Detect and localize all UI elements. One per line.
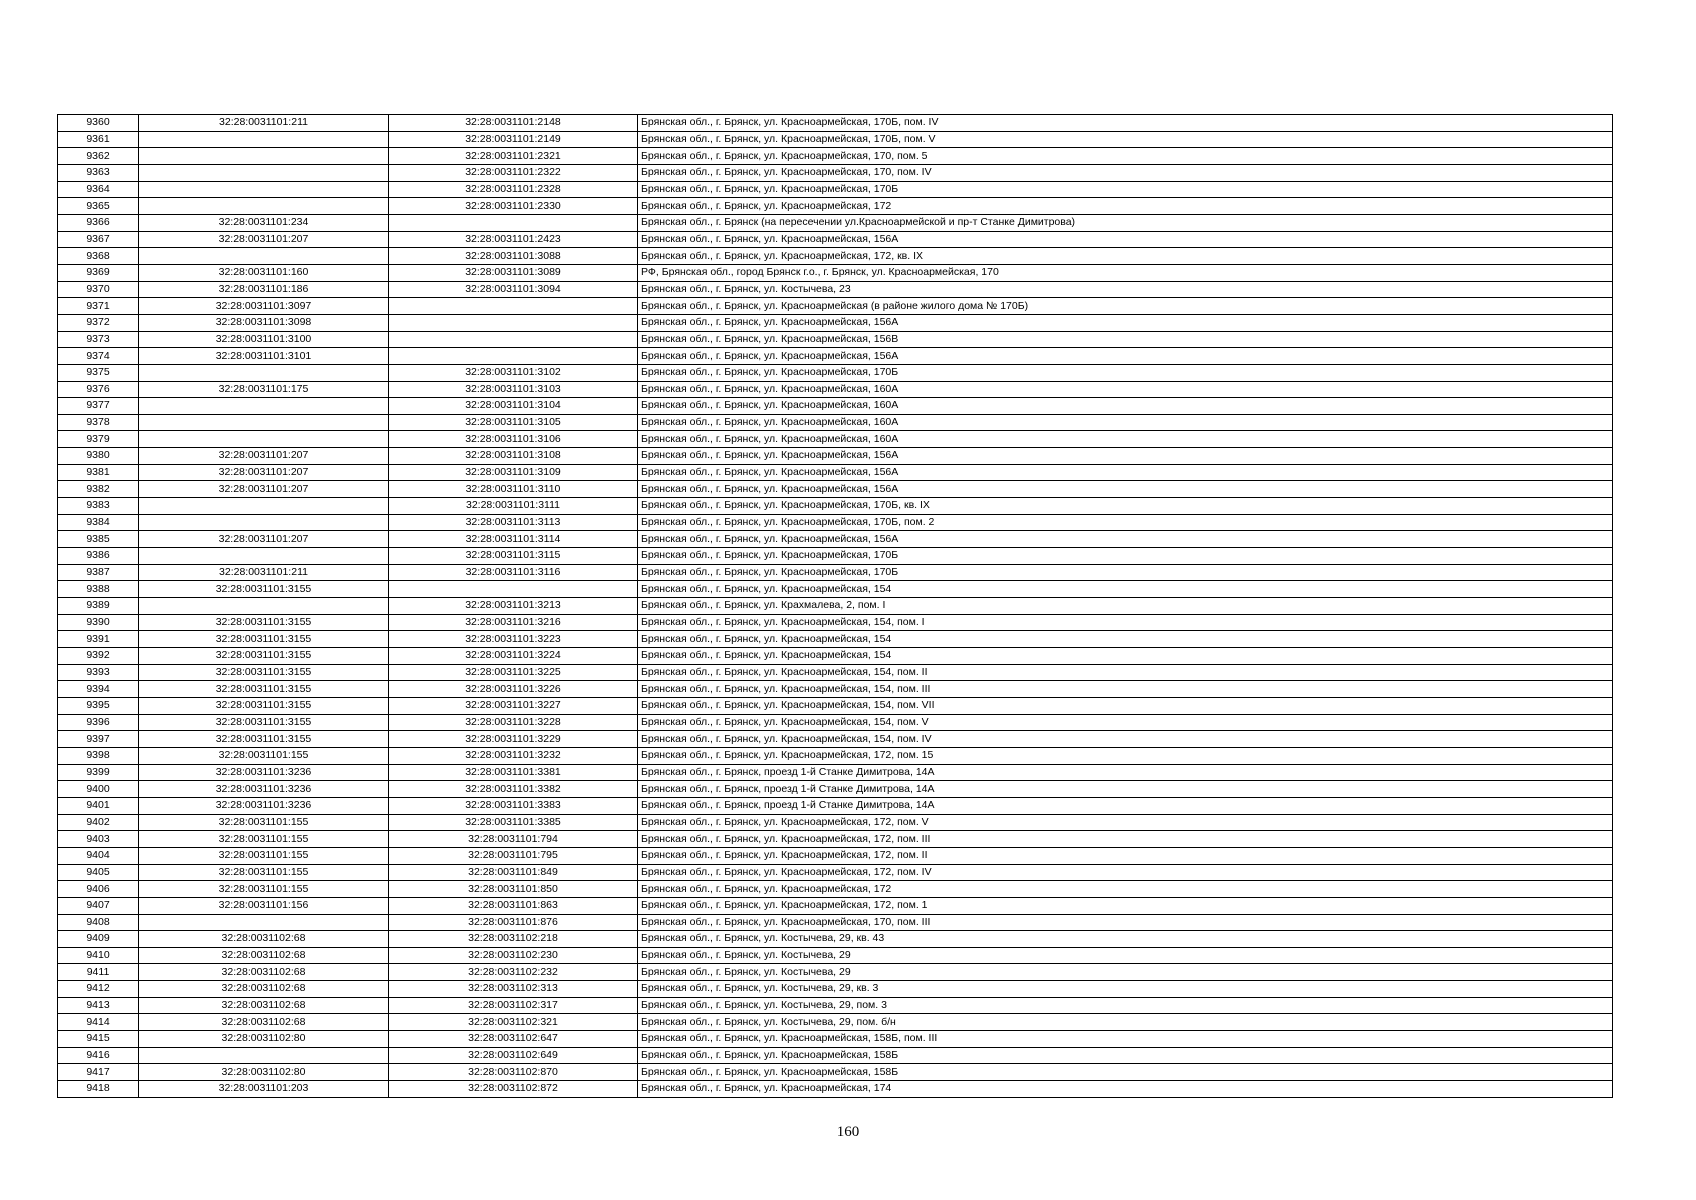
address-cell: Брянская обл., г. Брянск, ул. Крахмалева, 2, пом. I: [638, 598, 1613, 615]
object-number-cell: 32:28:0031101:2328: [389, 181, 638, 198]
row-number-cell: 9372: [58, 314, 139, 331]
parcel-number-cell: [139, 914, 389, 931]
address-cell: Брянская обл., г. Брянск, ул. Красноармейская (в районе жилого дома № 170Б): [638, 298, 1613, 315]
row-number-cell: 9384: [58, 514, 139, 531]
object-number-cell: 32:28:0031102:232: [389, 964, 638, 981]
object-number-cell: 32:28:0031101:795: [389, 847, 638, 864]
object-number-cell: 32:28:0031101:3088: [389, 248, 638, 265]
object-number-cell: 32:28:0031101:3094: [389, 281, 638, 298]
address-cell: Брянская обл., г. Брянск, ул. Красноармейская, 172, пом. 15: [638, 747, 1613, 764]
object-number-cell: [389, 348, 638, 365]
table-row: [58, 198, 1613, 215]
address-cell: Брянская обл., г. Брянск, ул. Красноармейская, 154, пом. IV: [638, 731, 1613, 748]
object-number-cell: [389, 581, 638, 598]
address-cell: Брянская обл., г. Брянск, ул. Красноармейская, 170Б: [638, 181, 1613, 198]
table-row: [58, 664, 1613, 681]
row-number-cell: 9413: [58, 997, 139, 1014]
object-number-cell: 32:28:0031101:850: [389, 881, 638, 898]
table-row: [58, 348, 1613, 365]
address-cell: Брянская обл., г. Брянск, ул. Костычева, 23: [638, 281, 1613, 298]
parcel-number-cell: 32:28:0031102:80: [139, 1064, 389, 1081]
parcel-number-cell: [139, 131, 389, 148]
parcel-number-cell: [139, 148, 389, 165]
object-number-cell: 32:28:0031101:2149: [389, 131, 638, 148]
object-number-cell: 32:28:0031101:3225: [389, 664, 638, 681]
table-row: [58, 931, 1613, 948]
object-number-cell: [389, 298, 638, 315]
row-number-cell: 9378: [58, 414, 139, 431]
parcel-number-cell: 32:28:0031101:3098: [139, 314, 389, 331]
object-number-cell: 32:28:0031102:313: [389, 981, 638, 998]
table-row: [58, 281, 1613, 298]
table-row: [58, 614, 1613, 631]
parcel-number-cell: 32:28:0031101:3155: [139, 664, 389, 681]
address-cell: Брянская обл., г. Брянск, ул. Красноармейская, 172, кв. IX: [638, 248, 1613, 265]
parcel-number-cell: 32:28:0031101:175: [139, 381, 389, 398]
row-number-cell: 9367: [58, 231, 139, 248]
object-number-cell: 32:28:0031101:3116: [389, 564, 638, 581]
row-number-cell: 9408: [58, 914, 139, 931]
parcel-number-cell: 32:28:0031101:3155: [139, 631, 389, 648]
row-number-cell: 9403: [58, 831, 139, 848]
parcel-number-cell: 32:28:0031101:155: [139, 847, 389, 864]
parcel-number-cell: 32:28:0031101:207: [139, 231, 389, 248]
object-number-cell: 32:28:0031101:3103: [389, 381, 638, 398]
object-number-cell: 32:28:0031101:3113: [389, 514, 638, 531]
table-row: [58, 964, 1613, 981]
row-number-cell: 9398: [58, 747, 139, 764]
object-number-cell: 32:28:0031101:876: [389, 914, 638, 931]
row-number-cell: 9365: [58, 198, 139, 215]
row-number-cell: 9414: [58, 1014, 139, 1031]
table-row: [58, 431, 1613, 448]
table-row: [58, 331, 1613, 348]
address-cell: Брянская обл., г. Брянск, ул. Красноармейская, 170Б, кв. IX: [638, 498, 1613, 515]
table-row: [58, 448, 1613, 465]
row-number-cell: 9417: [58, 1064, 139, 1081]
table-row: [58, 997, 1613, 1014]
table-row: [58, 864, 1613, 881]
parcel-number-cell: 32:28:0031101:155: [139, 864, 389, 881]
address-cell: Брянская обл., г. Брянск, ул. Красноармейская, 170Б, пом. V: [638, 131, 1613, 148]
object-number-cell: 32:28:0031102:317: [389, 997, 638, 1014]
table-row: [58, 148, 1613, 165]
row-number-cell: 9374: [58, 348, 139, 365]
address-cell: Брянская обл., г. Брянск, ул. Красноармейская, 170, пом. 5: [638, 148, 1613, 165]
table-row: [58, 464, 1613, 481]
address-cell: Брянская обл., г. Брянск, ул. Красноармейская, 160А: [638, 381, 1613, 398]
object-number-cell: 32:28:0031101:3213: [389, 598, 638, 615]
row-number-cell: 9369: [58, 264, 139, 281]
row-number-cell: 9395: [58, 697, 139, 714]
parcel-number-cell: 32:28:0031102:68: [139, 981, 389, 998]
parcel-number-cell: [139, 398, 389, 415]
address-cell: Брянская обл., г. Брянск, ул. Красноармейская, 172, пом. III: [638, 831, 1613, 848]
table-row: [58, 564, 1613, 581]
table-row: [58, 381, 1613, 398]
object-number-cell: 32:28:0031101:2322: [389, 164, 638, 181]
row-number-cell: 9363: [58, 164, 139, 181]
parcel-number-cell: 32:28:0031101:155: [139, 814, 389, 831]
object-number-cell: 32:28:0031101:3381: [389, 764, 638, 781]
object-number-cell: 32:28:0031101:3228: [389, 714, 638, 731]
address-cell: РФ, Брянская обл., город Брянск г.о., г. Брянск, ул. Красноармейская, 170: [638, 264, 1613, 281]
row-number-cell: 9415: [58, 1031, 139, 1048]
table-row: [58, 598, 1613, 615]
row-number-cell: 9364: [58, 181, 139, 198]
parcel-number-cell: 32:28:0031101:3155: [139, 581, 389, 598]
table-row: [58, 498, 1613, 515]
address-cell: Брянская обл., г. Брянск, ул. Красноармейская, 160А: [638, 398, 1613, 415]
address-cell: Брянская обл., г. Брянск, ул. Красноармейская, 154: [638, 648, 1613, 665]
table-row: [58, 115, 1613, 132]
parcel-number-cell: [139, 431, 389, 448]
object-number-cell: 32:28:0031101:2321: [389, 148, 638, 165]
parcel-number-cell: [139, 514, 389, 531]
parcel-number-cell: 32:28:0031101:3236: [139, 781, 389, 798]
parcel-number-cell: [139, 1047, 389, 1064]
table-row: [58, 714, 1613, 731]
parcel-number-cell: 32:28:0031101:234: [139, 214, 389, 231]
address-cell: Брянская обл., г. Брянск, ул. Красноармейская, 154: [638, 631, 1613, 648]
row-number-cell: 9391: [58, 631, 139, 648]
address-cell: Брянская обл., г. Брянск, ул. Красноармейская, 172, пом. V: [638, 814, 1613, 831]
object-number-cell: 32:28:0031101:3111: [389, 498, 638, 515]
row-number-cell: 9402: [58, 814, 139, 831]
object-number-cell: 32:28:0031102:872: [389, 1081, 638, 1098]
row-number-cell: 9361: [58, 131, 139, 148]
address-cell: Брянская обл., г. Брянск, ул. Красноармейская, 154, пом. III: [638, 681, 1613, 698]
parcel-number-cell: [139, 181, 389, 198]
table-row: [58, 681, 1613, 698]
parcel-number-cell: 32:28:0031101:3155: [139, 697, 389, 714]
row-number-cell: 9362: [58, 148, 139, 165]
table-row: [58, 947, 1613, 964]
table-row: [58, 514, 1613, 531]
address-cell: Брянская обл., г. Брянск, ул. Костычева, 29, пом. б/н: [638, 1014, 1613, 1031]
address-cell: Брянская обл., г. Брянск, ул. Красноармейская, 170, пом. IV: [638, 164, 1613, 181]
cadastral-table: [57, 114, 1613, 1098]
object-number-cell: 32:28:0031102:218: [389, 931, 638, 948]
parcel-number-cell: [139, 248, 389, 265]
parcel-number-cell: 32:28:0031101:211: [139, 115, 389, 132]
parcel-number-cell: [139, 548, 389, 565]
table-row: [58, 531, 1613, 548]
row-number-cell: 9397: [58, 731, 139, 748]
row-number-cell: 9394: [58, 681, 139, 698]
parcel-number-cell: [139, 414, 389, 431]
table-row: [58, 548, 1613, 565]
table-row: [58, 781, 1613, 798]
object-number-cell: 32:28:0031101:2330: [389, 198, 638, 215]
table-row: [58, 581, 1613, 598]
row-number-cell: 9388: [58, 581, 139, 598]
object-number-cell: 32:28:0031101:3089: [389, 264, 638, 281]
object-number-cell: 32:28:0031102:647: [389, 1031, 638, 1048]
table-row: [58, 797, 1613, 814]
parcel-number-cell: [139, 364, 389, 381]
object-number-cell: 32:28:0031101:3382: [389, 781, 638, 798]
row-number-cell: 9396: [58, 714, 139, 731]
parcel-number-cell: 32:28:0031101:160: [139, 264, 389, 281]
table-row: [58, 1064, 1613, 1081]
object-number-cell: 32:28:0031101:863: [389, 897, 638, 914]
address-cell: Брянская обл., г. Брянск, ул. Красноармейская, 172, пом. IV: [638, 864, 1613, 881]
parcel-number-cell: 32:28:0031101:3236: [139, 764, 389, 781]
address-cell: Брянская обл., г. Брянск, ул. Красноармейская, 158Б: [638, 1064, 1613, 1081]
table-row: [58, 131, 1613, 148]
row-number-cell: 9393: [58, 664, 139, 681]
row-number-cell: 9409: [58, 931, 139, 948]
table-row: [58, 747, 1613, 764]
table-row: [58, 831, 1613, 848]
address-cell: Брянская обл., г. Брянск, ул. Красноармейская, 156А: [638, 348, 1613, 365]
row-number-cell: 9404: [58, 847, 139, 864]
address-cell: Брянская обл., г. Брянск, проезд 1-й Станке Димитрова, 14А: [638, 797, 1613, 814]
address-cell: Брянская обл., г. Брянск, ул. Красноармейская, 158Б, пом. III: [638, 1031, 1613, 1048]
row-number-cell: 9379: [58, 431, 139, 448]
object-number-cell: 32:28:0031101:3102: [389, 364, 638, 381]
address-cell: Брянская обл., г. Брянск, ул. Красноармейская, 170Б, пом. 2: [638, 514, 1613, 531]
parcel-number-cell: 32:28:0031101:207: [139, 448, 389, 465]
row-number-cell: 9385: [58, 531, 139, 548]
object-number-cell: 32:28:0031101:3105: [389, 414, 638, 431]
object-number-cell: 32:28:0031101:2148: [389, 115, 638, 132]
object-number-cell: 32:28:0031101:794: [389, 831, 638, 848]
row-number-cell: 9360: [58, 115, 139, 132]
table-row: [58, 697, 1613, 714]
object-number-cell: 32:28:0031102:870: [389, 1064, 638, 1081]
object-number-cell: 32:28:0031101:3385: [389, 814, 638, 831]
parcel-number-cell: [139, 198, 389, 215]
address-cell: Брянская обл., г. Брянск, ул. Красноармейская, 156А: [638, 314, 1613, 331]
row-number-cell: 9411: [58, 964, 139, 981]
table-row: [58, 1047, 1613, 1064]
row-number-cell: 9387: [58, 564, 139, 581]
table-row: [58, 181, 1613, 198]
object-number-cell: 32:28:0031101:2423: [389, 231, 638, 248]
table-row: [58, 1014, 1613, 1031]
object-number-cell: 32:28:0031101:3216: [389, 614, 638, 631]
row-number-cell: 9382: [58, 481, 139, 498]
parcel-number-cell: [139, 598, 389, 615]
object-number-cell: 32:28:0031101:3229: [389, 731, 638, 748]
table-row: [58, 481, 1613, 498]
object-number-cell: 32:28:0031101:3115: [389, 548, 638, 565]
address-cell: Брянская обл., г. Брянск, ул. Красноармейская, 172: [638, 198, 1613, 215]
address-cell: Брянская обл., г. Брянск, ул. Красноармейская, 156А: [638, 531, 1613, 548]
parcel-number-cell: 32:28:0031101:155: [139, 831, 389, 848]
row-number-cell: 9392: [58, 648, 139, 665]
parcel-number-cell: 32:28:0031101:3155: [139, 681, 389, 698]
parcel-number-cell: 32:28:0031101:186: [139, 281, 389, 298]
object-number-cell: 32:28:0031101:3383: [389, 797, 638, 814]
parcel-number-cell: 32:28:0031101:3155: [139, 714, 389, 731]
address-cell: Брянская обл., г. Брянск, ул. Красноармейская, 170Б: [638, 548, 1613, 565]
parcel-number-cell: 32:28:0031101:155: [139, 881, 389, 898]
address-cell: Брянская обл., г. Брянск, ул. Красноармейская, 172: [638, 881, 1613, 898]
object-number-cell: 32:28:0031101:3110: [389, 481, 638, 498]
table-row: [58, 897, 1613, 914]
parcel-number-cell: 32:28:0031101:3097: [139, 298, 389, 315]
address-cell: Брянская обл., г. Брянск, проезд 1-й Станке Димитрова, 14А: [638, 781, 1613, 798]
address-cell: Брянская обл., г. Брянск, ул. Красноармейская, 172, пом. II: [638, 847, 1613, 864]
object-number-cell: 32:28:0031101:3104: [389, 398, 638, 415]
parcel-number-cell: 32:28:0031101:203: [139, 1081, 389, 1098]
object-number-cell: 32:28:0031101:3223: [389, 631, 638, 648]
parcel-number-cell: 32:28:0031101:155: [139, 747, 389, 764]
row-number-cell: 9380: [58, 448, 139, 465]
parcel-number-cell: 32:28:0031101:207: [139, 464, 389, 481]
table-row: [58, 648, 1613, 665]
address-cell: Брянская обл., г. Брянск, ул. Красноармейская, 160А: [638, 414, 1613, 431]
table-row: [58, 914, 1613, 931]
row-number-cell: 9412: [58, 981, 139, 998]
object-number-cell: 32:28:0031101:3114: [389, 531, 638, 548]
parcel-number-cell: 32:28:0031101:211: [139, 564, 389, 581]
address-cell: Брянская обл., г. Брянск, ул. Красноармейская, 154, пом. II: [638, 664, 1613, 681]
row-number-cell: 9407: [58, 897, 139, 914]
object-number-cell: [389, 214, 638, 231]
table-row: [58, 1081, 1613, 1098]
parcel-number-cell: 32:28:0031102:68: [139, 1014, 389, 1031]
page-number: 160: [836, 1124, 860, 1140]
row-number-cell: 9370: [58, 281, 139, 298]
object-number-cell: [389, 314, 638, 331]
row-number-cell: 9410: [58, 947, 139, 964]
row-number-cell: 9389: [58, 598, 139, 615]
address-cell: Брянская обл., г. Брянск (на пересечении ул.Красноармейской и пр-т Станке Димитрова): [638, 214, 1613, 231]
table-row: [58, 248, 1613, 265]
address-cell: Брянская обл., г. Брянск, ул. Красноармейская, 174: [638, 1081, 1613, 1098]
row-number-cell: 9386: [58, 548, 139, 565]
row-number-cell: 9371: [58, 298, 139, 315]
table-row: [58, 298, 1613, 315]
object-number-cell: 32:28:0031101:3108: [389, 448, 638, 465]
table-row: [58, 631, 1613, 648]
address-cell: Брянская обл., г. Брянск, ул. Красноармейская, 154: [638, 581, 1613, 598]
address-cell: Брянская обл., г. Брянск, ул. Красноармейская, 170, пом. III: [638, 914, 1613, 931]
address-cell: Брянская обл., г. Брянск, ул. Красноармейская, 158Б: [638, 1047, 1613, 1064]
address-cell: Брянская обл., г. Брянск, ул. Красноармейская, 156А: [638, 448, 1613, 465]
address-cell: Брянская обл., г. Брянск, ул. Костычева, 29: [638, 964, 1613, 981]
row-number-cell: 9383: [58, 498, 139, 515]
address-cell: Брянская обл., г. Брянск, ул. Красноармейская, 156А: [638, 231, 1613, 248]
address-cell: Брянская обл., г. Брянск, ул. Красноармейская, 170Б, пом. IV: [638, 115, 1613, 132]
object-number-cell: [389, 331, 638, 348]
address-cell: Брянская обл., г. Брянск, ул. Красноармейская, 170Б: [638, 564, 1613, 581]
row-number-cell: 9377: [58, 398, 139, 415]
object-number-cell: 32:28:0031101:3106: [389, 431, 638, 448]
row-number-cell: 9406: [58, 881, 139, 898]
parcel-number-cell: 32:28:0031102:68: [139, 964, 389, 981]
parcel-number-cell: [139, 498, 389, 515]
row-number-cell: 9405: [58, 864, 139, 881]
table-row: [58, 981, 1613, 998]
address-cell: Брянская обл., г. Брянск, проезд 1-й Станке Димитрова, 14А: [638, 764, 1613, 781]
address-cell: Брянская обл., г. Брянск, ул. Красноармейская, 172, пом. 1: [638, 897, 1613, 914]
object-number-cell: 32:28:0031101:849: [389, 864, 638, 881]
table-row: [58, 881, 1613, 898]
row-number-cell: 9375: [58, 364, 139, 381]
parcel-number-cell: [139, 164, 389, 181]
address-cell: Брянская обл., г. Брянск, ул. Красноармейская, 156А: [638, 464, 1613, 481]
row-number-cell: 9401: [58, 797, 139, 814]
table-row: [58, 264, 1613, 281]
row-number-cell: 9381: [58, 464, 139, 481]
address-cell: Брянская обл., г. Брянск, ул. Красноармейская, 156В: [638, 331, 1613, 348]
object-number-cell: 32:28:0031102:230: [389, 947, 638, 964]
address-cell: Брянская обл., г. Брянск, ул. Красноармейская, 170Б: [638, 364, 1613, 381]
address-cell: Брянская обл., г. Брянск, ул. Костычева, 29: [638, 947, 1613, 964]
object-number-cell: 32:28:0031102:321: [389, 1014, 638, 1031]
row-number-cell: 9399: [58, 764, 139, 781]
object-number-cell: 32:28:0031101:3224: [389, 648, 638, 665]
row-number-cell: 9418: [58, 1081, 139, 1098]
cadastral-table-container: [57, 114, 1612, 1098]
table-body: [58, 115, 1613, 1098]
table-row: [58, 764, 1613, 781]
table-row: [58, 231, 1613, 248]
row-number-cell: 9400: [58, 781, 139, 798]
parcel-number-cell: 32:28:0031102:68: [139, 931, 389, 948]
address-cell: Брянская обл., г. Брянск, ул. Костычева, 29, кв. 3: [638, 981, 1613, 998]
parcel-number-cell: 32:28:0031101:3101: [139, 348, 389, 365]
parcel-number-cell: 32:28:0031101:3236: [139, 797, 389, 814]
parcel-number-cell: 32:28:0031101:207: [139, 481, 389, 498]
parcel-number-cell: 32:28:0031101:3100: [139, 331, 389, 348]
address-cell: Брянская обл., г. Брянск, ул. Костычева, 29, кв. 43: [638, 931, 1613, 948]
row-number-cell: 9366: [58, 214, 139, 231]
row-number-cell: 9373: [58, 331, 139, 348]
row-number-cell: 9376: [58, 381, 139, 398]
object-number-cell: 32:28:0031101:3232: [389, 747, 638, 764]
row-number-cell: 9368: [58, 248, 139, 265]
table-row: [58, 847, 1613, 864]
table-row: [58, 314, 1613, 331]
table-row: [58, 214, 1613, 231]
parcel-number-cell: 32:28:0031102:68: [139, 947, 389, 964]
parcel-number-cell: 32:28:0031101:156: [139, 897, 389, 914]
object-number-cell: 32:28:0031101:3109: [389, 464, 638, 481]
object-number-cell: 32:28:0031101:3227: [389, 697, 638, 714]
address-cell: Брянская обл., г. Брянск, ул. Красноармейская, 160А: [638, 431, 1613, 448]
parcel-number-cell: 32:28:0031101:3155: [139, 731, 389, 748]
address-cell: Брянская обл., г. Брянск, ул. Красноармейская, 154, пом. VII: [638, 697, 1613, 714]
row-number-cell: 9416: [58, 1047, 139, 1064]
table-row: [58, 164, 1613, 181]
table-row: [58, 731, 1613, 748]
parcel-number-cell: 32:28:0031101:3155: [139, 648, 389, 665]
parcel-number-cell: 32:28:0031101:3155: [139, 614, 389, 631]
address-cell: Брянская обл., г. Брянск, ул. Красноармейская, 156А: [638, 481, 1613, 498]
parcel-number-cell: 32:28:0031101:207: [139, 531, 389, 548]
address-cell: Брянская обл., г. Брянск, ул. Красноармейская, 154, пом. V: [638, 714, 1613, 731]
table-row: [58, 364, 1613, 381]
table-row: [58, 814, 1613, 831]
parcel-number-cell: 32:28:0031102:68: [139, 997, 389, 1014]
object-number-cell: 32:28:0031102:649: [389, 1047, 638, 1064]
object-number-cell: 32:28:0031101:3226: [389, 681, 638, 698]
parcel-number-cell: 32:28:0031102:80: [139, 1031, 389, 1048]
table-row: [58, 414, 1613, 431]
row-number-cell: 9390: [58, 614, 139, 631]
table-row: [58, 398, 1613, 415]
table-row: [58, 1031, 1613, 1048]
address-cell: Брянская обл., г. Брянск, ул. Красноармейская, 154, пом. I: [638, 614, 1613, 631]
address-cell: Брянская обл., г. Брянск, ул. Костычева, 29, пом. 3: [638, 997, 1613, 1014]
